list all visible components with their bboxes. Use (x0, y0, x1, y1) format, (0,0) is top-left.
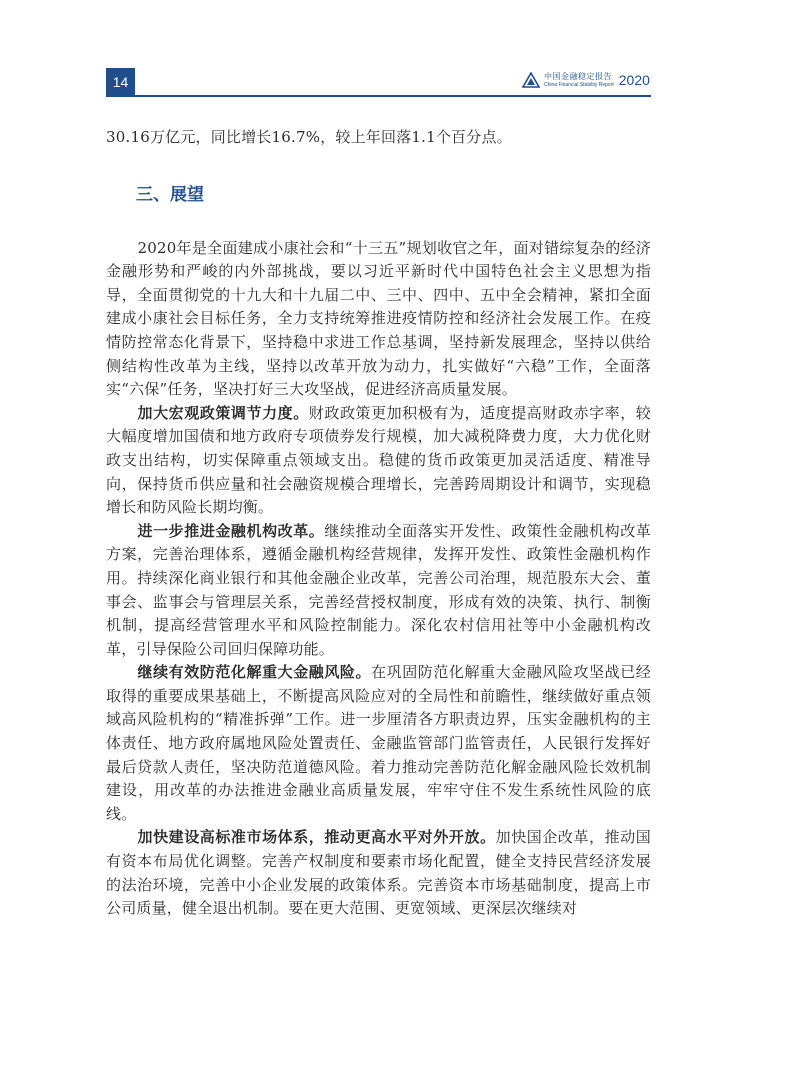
paragraph-macro-policy (106, 402, 651, 520)
section-title: 三、展望 (136, 184, 204, 205)
mountain-logo-icon (522, 72, 540, 88)
page-number: 14 (106, 68, 135, 95)
paragraph-market-opening (106, 826, 651, 920)
paragraph-text: 继续推动全面落实开发性、政策性金融机构改革方案，完善治理体系，遵循金融机构经营规律，发挥开发性、政策性金融机构作用。持续深化商业银行和其他金融企业改革，完善公司治理，规范股东大会、董事会、监事会与管理层关系，完善经营授权制度，形成有效的决策、执行、制衡机制，提高经营管理水平和风险控制能力。深化农村信用社等中小金融机构改革，引导保险公司回归保障功能。 (106, 521, 652, 658)
paragraph-overview (106, 237, 651, 402)
paragraph-text: 财政政策更加积极有为，适度提高财政赤字率，较大幅度增加国债和地方政府专项债券发行规模，加大减税降费力度，大力优化财政支出结构，切实保障重点领域支出。稳健的货币政策更加灵活适度、精准导向，保持货币供应量和社会融资规模合理增长，完善跨周期设计和调节，实现稳增长和防风险长期均衡。 (106, 403, 652, 517)
header-rule (106, 95, 651, 97)
report-logo (522, 72, 650, 88)
paragraph-lead: 加大宏观政策调节力度。 (137, 403, 309, 422)
paragraph-lead: 继续有效防范化解重大金融风险。 (137, 663, 372, 682)
paragraph-risk-prevention (106, 661, 651, 826)
intro-line: 30.16万亿元，同比增长16.7%，较上年回落1.1个百分点。 (106, 128, 512, 146)
paragraph-text: 2020年是全面建成小康社会和“十三五”规划收官之年，面对错综复杂的经济金融形势和严峻的内外部挑战，要以习近平新时代中国特色社会主义思想为指导，全面贯彻党的十九大和十九届二中、三中、四中、五中全会精神，紧扣全面建成小康社会目标任务，全力支持统筹推进疫情防控和经济社会发展工作。在疫情防控常态化背景下，坚持稳中求进工作总基调，坚持新发展理念，坚持以供给侧结构性改革为主线，坚持以改革开放为动力，扎实做好“六稳”工作，全面落实“六保”任务，坚决打好三大攻坚战，促进经济高质量发展。 (106, 238, 651, 399)
page-content (106, 126, 651, 921)
paragraph-lead: 加快建设高标准市场体系，推动更高水平对外开放。 (137, 828, 496, 847)
paragraph-institution-reform (106, 520, 651, 662)
report-title-cn: 中国金融稳定报告 (544, 72, 612, 81)
report-year: 2020 (618, 72, 650, 88)
paragraph-lead: 进一步推进金融机构改革。 (137, 521, 325, 540)
paragraph-text: 在巩固防范化解重大金融风险攻坚战已经取得的重要成果基础上，不断提高风险应对的全局性和前瞻性，继续做好重点领域高风险机构的“精准拆弹”工作。进一步厘清各方职责边界，压实金融机构的主体责任、地方政府属地风险处置责任、金融监管部门监管责任，人民银行发挥好最后贷款人责任，坚决防范道德风险。着力推动完善防范化解金融风险长效机制建设，用改革的办法推进金融业高质量发展，牢牢守住不发生系统性风险的底线。 (106, 663, 651, 823)
report-title-en: China Financial Stability Report (544, 82, 614, 88)
paragraph-text: 加快国企改革，推动国有资本布局优化调整。完善产权制度和要素市场化配置，健全支持民营经济发展的法治环境，完善中小企业发展的政策体系。完善资本市场基础制度，提高上市公司质量，健全退出机制。要在更大范围、更宽领域、更深层次继续对 (106, 828, 651, 918)
